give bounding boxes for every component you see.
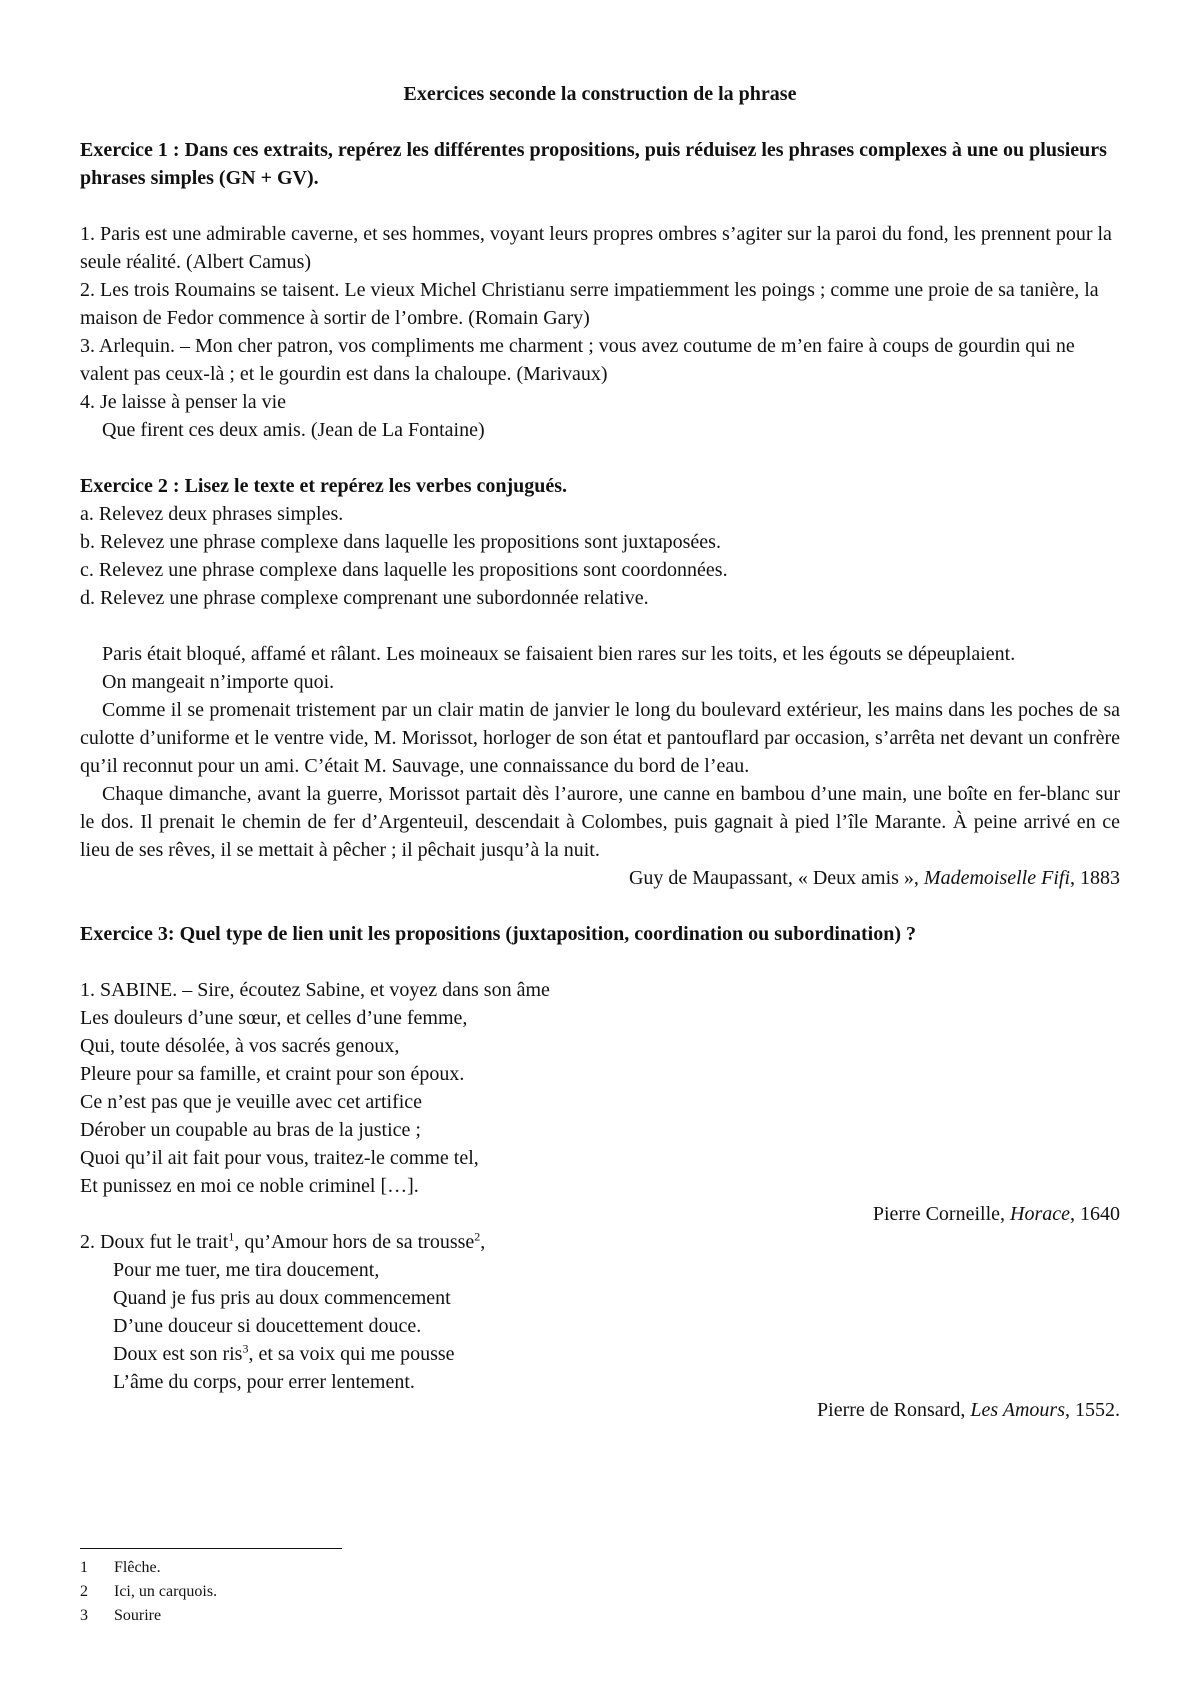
ex3-poem2-line-2: Pour me tuer, me tira doucement, bbox=[113, 1259, 380, 1281]
ex3-poem1-line-7: Quoi qu’il ait fait pour vous, traitez-le comme tel, bbox=[80, 1147, 479, 1169]
ex1-item-4-line-1: 4. Je laisse à penser la vie bbox=[80, 391, 287, 413]
ex3-poem2-line-1-part-c: , bbox=[480, 1231, 486, 1253]
ex3-poem1-line-3: Qui, toute désolée, à vos sacrés genoux, bbox=[80, 1035, 400, 1057]
footnote-3-text: Sourire bbox=[114, 1607, 162, 1624]
footnote-1-text: Flêche. bbox=[114, 1559, 161, 1576]
ex3-poem2-line-5 bbox=[80, 1340, 1120, 1368]
ex3-poem2-line-1-part-a: 2. Doux fut le trait bbox=[80, 1231, 229, 1253]
ex2-question-b: b. Relevez une phrase complexe dans laquelle les propositions sont juxtaposées. bbox=[80, 531, 721, 553]
ex2-source-work: Mademoiselle Fifi bbox=[923, 867, 1070, 889]
page-title: Exercices seconde la construction de la phrase bbox=[403, 83, 797, 105]
ex3-poem1-line-6: Dérober un coupable au bras de la justice ; bbox=[80, 1119, 421, 1141]
ex2-question-d: d. Relevez une phrase complexe comprenant une subordonnée relative. bbox=[80, 587, 649, 609]
ex3-poem2-line-1 bbox=[80, 1228, 1120, 1256]
footnote-2-text: Ici, un carquois. bbox=[114, 1583, 218, 1600]
ex1-item-3: 3. Arlequin. – Mon cher patron, vos compliments me charment ; vous avez coutume de m’en faire à coups de gourdin qui ne valent pas ceux-là ; et le gourdin est dans la chaloupe. (Marivaux) bbox=[80, 335, 1075, 385]
exercise-1-heading: Exercice 1 : Dans ces extraits, repérez les différentes propositions, puis réduisez les phrases complexes à une ou plusieurs phrases simples (GN + GV). bbox=[80, 139, 1107, 189]
ex3-poem1-line-1: 1. SABINE. – Sire, écoutez Sabine, et voyez dans son âme bbox=[80, 979, 550, 1001]
ex2-source-year: , 1883 bbox=[1070, 867, 1120, 889]
ex3-poem2-year: , 1552. bbox=[1065, 1399, 1120, 1421]
ex3-poem2-line-6: L’âme du corps, pour errer lentement. bbox=[113, 1371, 415, 1393]
ex2-text-paragraph-4: Chaque dimanche, avant la guerre, Morissot partait dès l’aurore, une canne en bambou d’une main, une boîte en fer-blanc sur le dos. Il prenait le chemin de fer d’Argenteuil, descendait à Colombes, puis gagnait à pied l’île Marante. À peine arrivé en ce lieu de ses rêves, il se mettait à pêcher ; il pêchait jusqu’à la nuit. bbox=[80, 783, 1120, 861]
ex3-poem2-source bbox=[80, 1396, 1120, 1424]
ex3-poem2-line-5-part-b: , et sa voix qui me pousse bbox=[248, 1343, 455, 1365]
ex3-poem1-author: Pierre Corneille, bbox=[872, 1203, 1011, 1225]
footnote-3 bbox=[80, 1604, 217, 1628]
ex3-poem1-line-4: Pleure pour sa famille, et craint pour son époux. bbox=[80, 1063, 465, 1085]
ex3-poem1-line-2: Les douleurs d’une sœur, et celles d’une femme, bbox=[80, 1007, 468, 1029]
ex3-poem1-year: , 1640 bbox=[1070, 1203, 1120, 1225]
ex2-text-paragraph-2: On mangeait n’importe quoi. bbox=[102, 671, 335, 693]
footnote-3-number: 3 bbox=[80, 1607, 88, 1624]
ex3-poem1-line-5: Ce n’est pas que je veuille avec cet artifice bbox=[80, 1091, 423, 1113]
footnote-ref-3: 3 bbox=[242, 1341, 249, 1356]
exercise-2-heading: Exercice 2 : Lisez le texte et repérez les verbes conjugués. bbox=[80, 475, 568, 497]
ex3-poem2-author: Pierre de Ronsard, bbox=[817, 1399, 971, 1421]
ex2-source-author: Guy de Maupassant, « Deux amis », bbox=[628, 867, 924, 889]
ex3-poem2-work: Les Amours bbox=[970, 1399, 1065, 1421]
ex2-source bbox=[80, 864, 1120, 892]
footnote-ref-2: 2 bbox=[474, 1229, 481, 1244]
ex3-poem2-line-3: Quand je fus pris au doux commencement bbox=[113, 1287, 451, 1309]
ex1-item-2: 2. Les trois Roumains se taisent. Le vieux Michel Christianu serre impatiemment les poings ; comme une proie de sa tanière, la maison de Fedor commence à sortir de l’ombre. (Romain Gary) bbox=[80, 279, 1099, 329]
footnote-separator bbox=[80, 1548, 342, 1549]
ex3-poem2-line-5-part-a: Doux est son ris bbox=[113, 1343, 243, 1365]
ex3-poem1-source bbox=[80, 1200, 1120, 1228]
ex2-question-c: c. Relevez une phrase complexe dans laquelle les propositions sont coordonnées. bbox=[80, 559, 728, 581]
ex3-poem2-line-1-part-b: , qu’Amour hors de sa trousse bbox=[234, 1231, 475, 1253]
footnote-1 bbox=[80, 1556, 217, 1580]
ex2-text-paragraph-1: Paris était bloqué, affamé et râlant. Les moineaux se faisaient bien rares sur les toits, et les égouts se dépeuplaient. bbox=[102, 643, 1016, 665]
exercise-3-heading: Exercice 3: Quel type de lien unit les propositions (juxtaposition, coordination ou subordination) ? bbox=[80, 923, 917, 945]
footnotes bbox=[80, 1556, 217, 1628]
footnote-1-number: 1 bbox=[80, 1559, 88, 1576]
ex3-poem1-line-8: Et punissez en moi ce noble criminel […]. bbox=[80, 1175, 419, 1197]
ex3-poem1-work: Horace bbox=[1010, 1203, 1070, 1225]
footnote-ref-1: 1 bbox=[228, 1229, 235, 1244]
ex2-question-a: a. Relevez deux phrases simples. bbox=[80, 503, 344, 525]
footnote-2-number: 2 bbox=[80, 1583, 88, 1600]
footnote-2 bbox=[80, 1580, 217, 1604]
ex1-item-4-line-2: Que firent ces deux amis. (Jean de La Fontaine) bbox=[102, 419, 485, 441]
ex3-poem2-line-4: D’une douceur si doucettement douce. bbox=[113, 1315, 422, 1337]
ex1-item-1: 1. Paris est une admirable caverne, et ses hommes, voyant leurs propres ombres s’agiter sur la paroi du fond, les prennent pour la seule réalité. (Albert Camus) bbox=[80, 223, 1112, 273]
ex2-text-paragraph-3: Comme il se promenait tristement par un clair matin de janvier le long du boulevard extérieur, les mains dans les poches de sa culotte d’uniforme et le ventre vide, M. Morissot, horloger de son état et pantouflard par occasion, s’arrêta net devant un confrère qu’il reconnut pour un ami. C’était M. Sauvage, une connaissance du bord de l’eau. bbox=[80, 699, 1120, 777]
document-page bbox=[80, 80, 1120, 1424]
